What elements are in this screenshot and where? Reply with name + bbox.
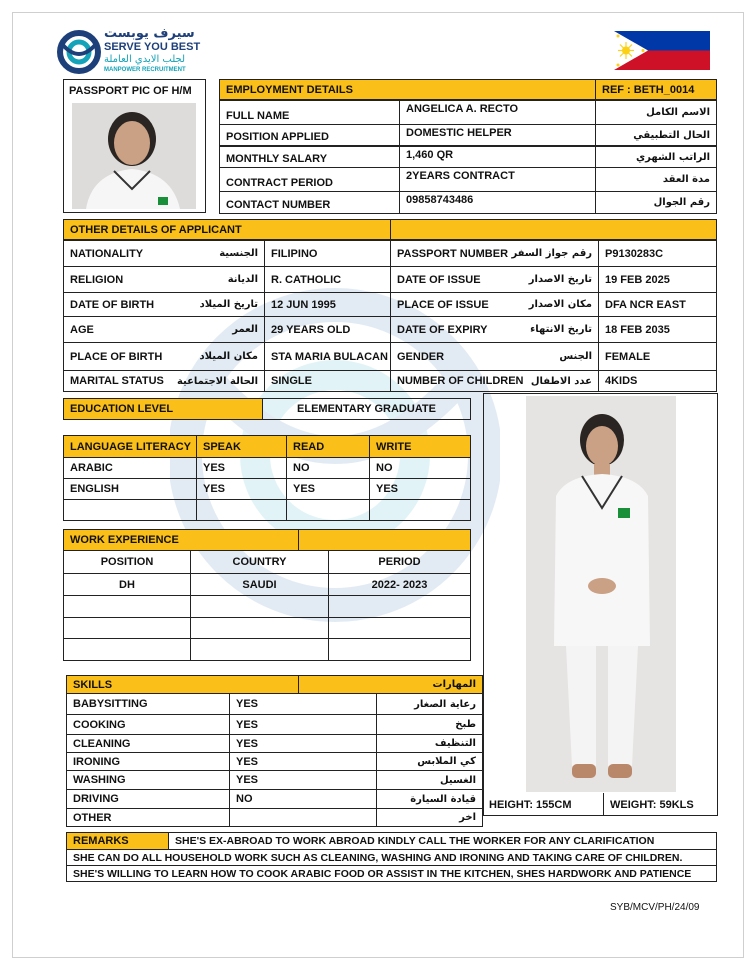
employment-value: DOMESTIC HELPER [399,124,596,146]
language-cell: YES [196,478,287,500]
language-cell [286,499,370,521]
other-right-value: FEMALE [598,342,717,371]
other-details-header-right [390,219,717,240]
other-left-value: FILIPINO [264,240,391,267]
other-label-ar: الديانة [227,274,258,285]
other-label-ar: رقم جواز السفر [511,248,592,259]
other-label-ar: مكان الاصدار [528,299,592,310]
work-cell [328,595,471,618]
other-label-ar: الجنس [559,351,592,362]
work-header: PERIOD [328,550,471,574]
other-left-label [63,342,265,371]
other-left-label [63,266,265,293]
language-cell [63,499,197,521]
education-level-label: EDUCATION LEVEL [63,398,263,420]
skill-label-ar: قيادة السيارة [376,789,483,809]
other-label-ar: مكان الميلاد [199,351,258,362]
language-cell [196,499,287,521]
skill-label: BABYSITTING [66,693,230,715]
other-left-label [63,240,265,267]
language-header: READ [286,435,370,458]
other-label-ar: تاريخ الانتهاء [530,324,592,335]
skill-label-ar: الغسيل [376,770,483,790]
logo-emblem-icon [56,28,102,76]
skill-label: IRONING [66,752,230,771]
skill-label-ar: طبخ [376,714,483,735]
language-cell: YES [196,457,287,479]
language-cell [369,499,471,521]
skill-label-ar: اخر [376,808,483,827]
other-left-value: 12 JUN 1995 [264,292,391,317]
other-right-label [390,316,599,343]
work-cell [63,595,191,618]
employment-details-header: EMPLOYMENT DETAILS [219,79,596,100]
other-label-en: PLACE OF BIRTH [70,350,163,363]
skill-label-ar: رعاية الصغار [376,693,483,715]
skill-value: YES [229,752,377,771]
other-left-value: SINGLE [264,370,391,392]
skill-label: COOKING [66,714,230,735]
other-label-en: DATE OF BIRTH [70,298,155,311]
skill-value: YES [229,734,377,753]
employment-label: MONTHLY SALARY [219,146,400,168]
other-right-label [390,266,599,293]
skill-value: NO [229,789,377,809]
passport-photo [72,103,196,209]
skill-label: CLEANING [66,734,230,753]
language-cell: ENGLISH [63,478,197,500]
other-right-value: P9130283C [598,240,717,267]
employment-label: FULL NAME [219,100,400,125]
other-left-label [63,292,265,317]
employment-label: CONTRACT PERIOD [219,167,400,192]
work-cell [190,638,329,661]
passport-pic-label: PASSPORT PIC OF H/M [69,85,192,97]
employment-value: 1,460 QR [399,146,596,168]
language-header: SPEAK [196,435,287,458]
brand-tagline-en: MANPOWER RECRUITMENT [104,67,186,73]
work-cell [63,617,191,639]
other-label-en: PASSPORT NUMBER [397,247,509,260]
other-left-label [63,316,265,343]
work-header: COUNTRY [190,550,329,574]
philippines-flag-icon [614,31,710,70]
skill-label: WASHING [66,770,230,790]
skills-header: SKILLS [66,675,299,694]
skill-value: YES [229,693,377,715]
employment-label: POSITION APPLIED [219,124,400,146]
brand-tagline-ar: لجلب الايدي العاملة [104,54,186,65]
education-level-value: ELEMENTARY GRADUATE [262,398,471,420]
other-label-en: PLACE OF ISSUE [397,298,489,311]
other-label-en: DATE OF ISSUE [397,273,481,286]
footer-code: SYB/MCV/PH/24/09 [610,902,700,913]
work-cell [190,595,329,618]
other-left-label [63,370,265,392]
employment-label-ar: مدة العقد [595,167,717,192]
language-cell: YES [369,478,471,500]
other-label-en: MARITAL STATUS [70,375,164,387]
language-header: LANGUAGE LITERACY [63,435,197,458]
language-header: WRITE [369,435,471,458]
other-label-ar: تاريخ الميلاد [199,299,258,310]
other-details-header: OTHER DETAILS OF APPLICANT [63,219,391,240]
other-right-label [390,370,599,392]
remarks-line-2: SHE CAN DO ALL HOUSEHOLD WORK SUCH AS CLEANING, WASHING AND IRONING AND TAKING CARE OF CHILDREN. [66,849,717,866]
weight-value: WEIGHT: 59KLS [610,798,694,811]
other-label-en: DATE OF EXPIRY [397,323,488,336]
employment-label: CONTACT NUMBER [219,191,400,214]
skill-value: YES [229,714,377,735]
other-right-label [390,292,599,317]
full-body-photo [526,396,676,792]
other-label-ar: العمر [232,324,258,335]
skill-label-ar: كي الملابس [376,752,483,771]
other-label-en: RELIGION [70,273,124,286]
employment-label-ar: الراتب الشهري [595,146,717,168]
language-cell: YES [286,478,370,500]
height-value: HEIGHT: 155CM [489,798,572,811]
other-left-value: R. CATHOLIC [264,266,391,293]
other-right-value: 4KIDS [598,370,717,392]
other-label-ar: عدد الاطفال [530,375,592,387]
other-label-en: GENDER [397,350,445,363]
skill-value: YES [229,770,377,790]
language-cell: ARABIC [63,457,197,479]
other-label-en: AGE [70,323,94,336]
other-right-label [390,240,599,267]
work-cell: 2022- 2023 [328,573,471,596]
work-experience-header-right [298,529,471,551]
employment-value: 09858743486 [399,191,596,214]
work-cell [63,638,191,661]
work-cell [190,617,329,639]
language-cell: NO [369,457,471,479]
other-right-value: 19 FEB 2025 [598,266,717,293]
skill-label-ar: التنظيف [376,734,483,753]
work-cell: DH [63,573,191,596]
brand-name-ar: سيرف يوبست [104,26,195,41]
remarks-label: REMARKS [66,832,169,850]
reference-number: REF : BETH_0014 [595,79,717,100]
remarks-line-3: SHE'S WILLING TO LEARN HOW TO COOK ARABIC FOOD OR ASSIST IN THE KITCHEN, SHES HARDWORK AND PATIENCE [66,865,717,882]
other-right-value: DFA NCR EAST [598,292,717,317]
other-label-en: NUMBER OF CHILDREN [397,375,524,387]
employment-label-ar: الاسم الكامل [595,100,717,125]
other-label-ar: الجنسية [219,248,258,259]
work-cell [328,617,471,639]
employment-value: 2YEARS CONTRACT [399,167,596,192]
work-experience-header: WORK EXPERIENCE [63,529,299,551]
employment-value: ANGELICA A. RECTO [399,100,596,125]
work-cell: SAUDI [190,573,329,596]
language-cell: NO [286,457,370,479]
employment-label-ar: رقم الجوال [595,191,717,214]
skill-label: DRIVING [66,789,230,809]
remarks-line-1: SHE'S EX-ABROAD TO WORK ABROAD KINDLY CALL THE WORKER FOR ANY CLARIFICATION [168,832,717,850]
other-right-value: 18 FEB 2035 [598,316,717,343]
other-left-value: STA MARIA BULACAN [264,342,391,371]
work-header: POSITION [63,550,191,574]
employment-label-ar: الحال التطبيقي [595,124,717,146]
work-cell [328,638,471,661]
company-logo [56,26,206,80]
brand-name-en: SERVE YOU BEST [104,41,201,53]
skills-header-ar: المهارات [298,675,483,694]
other-label-ar: تاريخ الاصدار [528,274,592,285]
other-label-en: NATIONALITY [70,247,144,260]
skill-value [229,808,377,827]
other-left-value: 29 YEARS OLD [264,316,391,343]
skill-label: OTHER [66,808,230,827]
other-label-ar: الحالة الاجتماعية [176,375,258,387]
other-right-label [390,342,599,371]
